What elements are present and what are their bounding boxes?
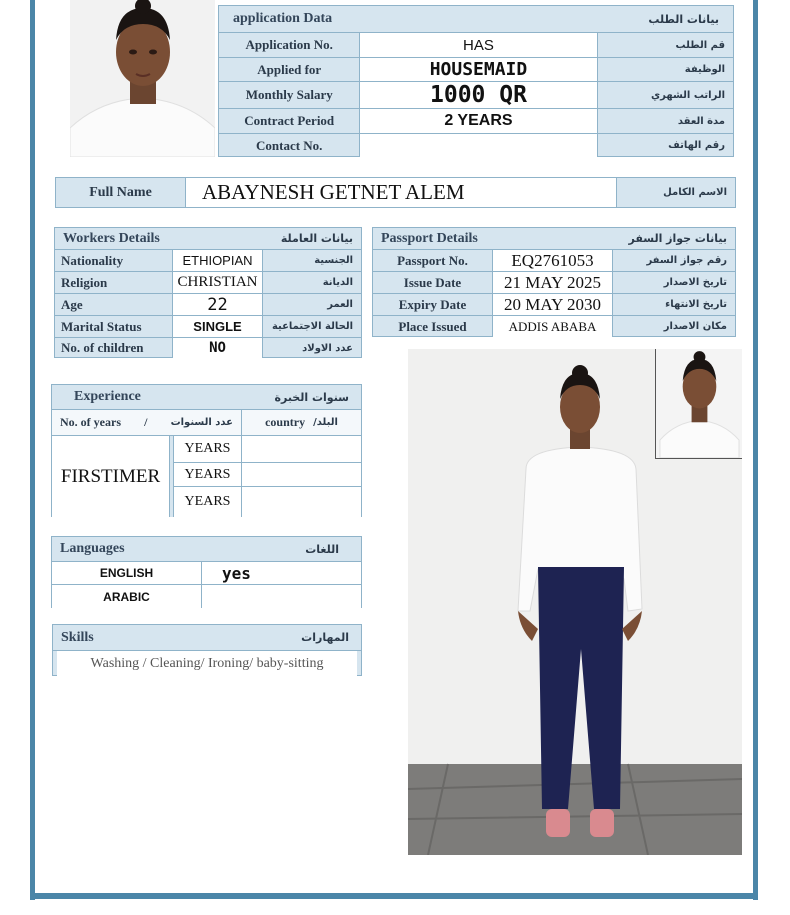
workers-row <box>55 316 361 338</box>
skills-table <box>52 624 362 676</box>
years-column-label-ar: عدد السنوات <box>170 417 233 428</box>
application-no-label-ar: قم الطلب <box>598 33 734 58</box>
frame-right-border <box>753 0 758 900</box>
monthly-salary-label: Monthly Salary <box>219 82 360 109</box>
applied-for-value: HOUSEMAID <box>360 58 597 82</box>
contact-no-label: Contact No. <box>219 134 360 157</box>
passport-no-label: Passport No. <box>373 250 493 272</box>
experience-title: Experience <box>74 389 141 404</box>
experience-header-row <box>52 385 361 410</box>
languages-table <box>51 536 362 608</box>
portrait-photo <box>70 0 215 157</box>
languages-title: Languages <box>60 541 125 556</box>
application-data-table <box>218 5 734 157</box>
passport-header-row <box>373 228 735 250</box>
age-label: Age <box>55 294 173 316</box>
country-cell <box>242 463 361 487</box>
nationality-label: Nationality <box>55 250 173 272</box>
issue-date-label-ar: تاريخ الاصدار <box>613 272 735 294</box>
experience-year-row <box>174 487 361 517</box>
workers-title-ar: بيانات العاملة <box>280 232 353 245</box>
full-name-label-ar: الاسم الكامل <box>663 187 727 198</box>
skills-value: Washing / Cleaning/ Ironing/ baby-sitting <box>57 651 357 676</box>
marital-status-value: SINGLE <box>173 316 263 338</box>
passport-row <box>373 294 735 316</box>
experience-column-row <box>52 410 361 436</box>
years-unit: YEARS <box>174 463 242 487</box>
column-separator: / <box>144 415 148 429</box>
application-title: application Data <box>233 11 333 26</box>
workers-row <box>55 294 361 316</box>
language-level: yes <box>202 562 361 585</box>
contact-no-label-ar: رقم الهاتف <box>668 140 725 151</box>
contract-period-label: Contract Period <box>219 109 360 134</box>
passport-row <box>373 250 735 272</box>
age-value: 22 <box>173 294 263 316</box>
applied-for-label: Applied for <box>219 58 360 82</box>
workers-row <box>55 250 361 272</box>
languages-header-row <box>52 537 361 562</box>
country-cell <box>242 487 361 517</box>
passport-title-ar: بيانات جواز السفر <box>628 232 727 245</box>
marital-status-label-ar: الحالة الاجتماعية <box>263 316 361 338</box>
country-cell <box>242 436 361 463</box>
nationality-label-ar: الجنسية <box>263 250 361 272</box>
application-row <box>219 134 733 157</box>
language-name: ENGLISH <box>52 562 202 585</box>
frame-bottom-border <box>30 893 758 899</box>
skills-header-row <box>53 625 361 651</box>
religion-value: CHRISTIAN <box>173 272 263 294</box>
application-title-ar: بيانات الطلب <box>648 12 719 26</box>
application-header-row <box>219 6 733 33</box>
place-issued-label-ar: مكان الاصدار <box>663 321 727 332</box>
years-column-label: No. of years <box>60 415 121 429</box>
monthly-salary-value: 1000 QR <box>360 82 597 109</box>
contract-period-label-ar: مدة العقد <box>598 109 734 134</box>
language-name: ARABIC <box>52 585 202 608</box>
skills-row <box>57 651 357 676</box>
workers-details-table <box>54 227 362 358</box>
languages-title-ar: اللغات <box>305 542 339 556</box>
passport-title: Passport Details <box>381 230 478 246</box>
expiry-date-label: Expiry Date <box>373 294 493 316</box>
years-unit: YEARS <box>174 436 242 463</box>
application-row <box>219 82 733 109</box>
language-level <box>202 585 361 608</box>
application-row <box>219 58 733 82</box>
nationality-value: ETHIOPIAN <box>173 250 263 272</box>
country-column-label-ar: البلد/ <box>313 417 338 428</box>
workers-header-row <box>55 228 361 250</box>
application-no-label: Application No. <box>219 33 360 58</box>
experience-value: FIRSTIMER <box>52 436 170 517</box>
passport-no-value: EQ2761053 <box>493 250 613 272</box>
skills-title-ar: المهارات <box>301 631 349 644</box>
expiry-date-value: 20 MAY 2030 <box>493 294 613 316</box>
language-row <box>52 562 361 585</box>
marital-status-label: Marital Status <box>55 316 173 338</box>
application-row <box>219 109 733 134</box>
full-name-value: ABAYNESH GETNET ALEM <box>186 178 617 207</box>
children-label-ar: عدد الاولاد <box>302 342 353 354</box>
expiry-date-label-ar: تاريخ الانتهاء <box>613 294 735 316</box>
religion-label: Religion <box>55 272 173 294</box>
experience-table <box>51 384 362 517</box>
passport-row <box>373 272 735 294</box>
age-label-ar: العمر <box>263 294 361 316</box>
application-no-value: HAS <box>360 33 597 58</box>
passport-row <box>373 316 735 337</box>
children-label: No. of children <box>55 338 173 358</box>
experience-year-row <box>174 463 361 487</box>
issue-date-value: 21 MAY 2025 <box>493 272 613 294</box>
religion-label-ar: الديانة <box>263 272 361 294</box>
workers-title: Workers Details <box>63 230 160 246</box>
frame-left-border <box>30 0 35 900</box>
passport-no-label-ar: رقم جواز السفر <box>613 250 735 272</box>
skills-title: Skills <box>61 629 94 645</box>
experience-title-ar: سنوات الخبرة <box>274 390 349 404</box>
country-column-label: country <box>265 415 306 429</box>
full-name-label: Full Name <box>56 178 186 207</box>
application-row <box>219 33 733 58</box>
issue-date-label: Issue Date <box>373 272 493 294</box>
applied-for-label-ar: الوظيفة <box>598 58 734 82</box>
full-name-row <box>55 177 736 208</box>
passport-details-table <box>372 227 736 337</box>
monthly-salary-label-ar: الراتب الشهري <box>598 82 734 109</box>
experience-year-row <box>174 436 361 463</box>
contract-period-value: 2 YEARS <box>360 109 597 134</box>
contact-no-value <box>360 134 597 157</box>
passport-photo <box>655 349 742 459</box>
place-issued-value: ADDIS ABABA <box>493 316 613 337</box>
years-unit: YEARS <box>174 487 242 517</box>
children-value: NO <box>173 338 263 358</box>
workers-row <box>55 272 361 294</box>
language-row <box>52 585 361 608</box>
place-issued-label: Place Issued <box>373 316 493 337</box>
workers-row <box>55 338 361 358</box>
